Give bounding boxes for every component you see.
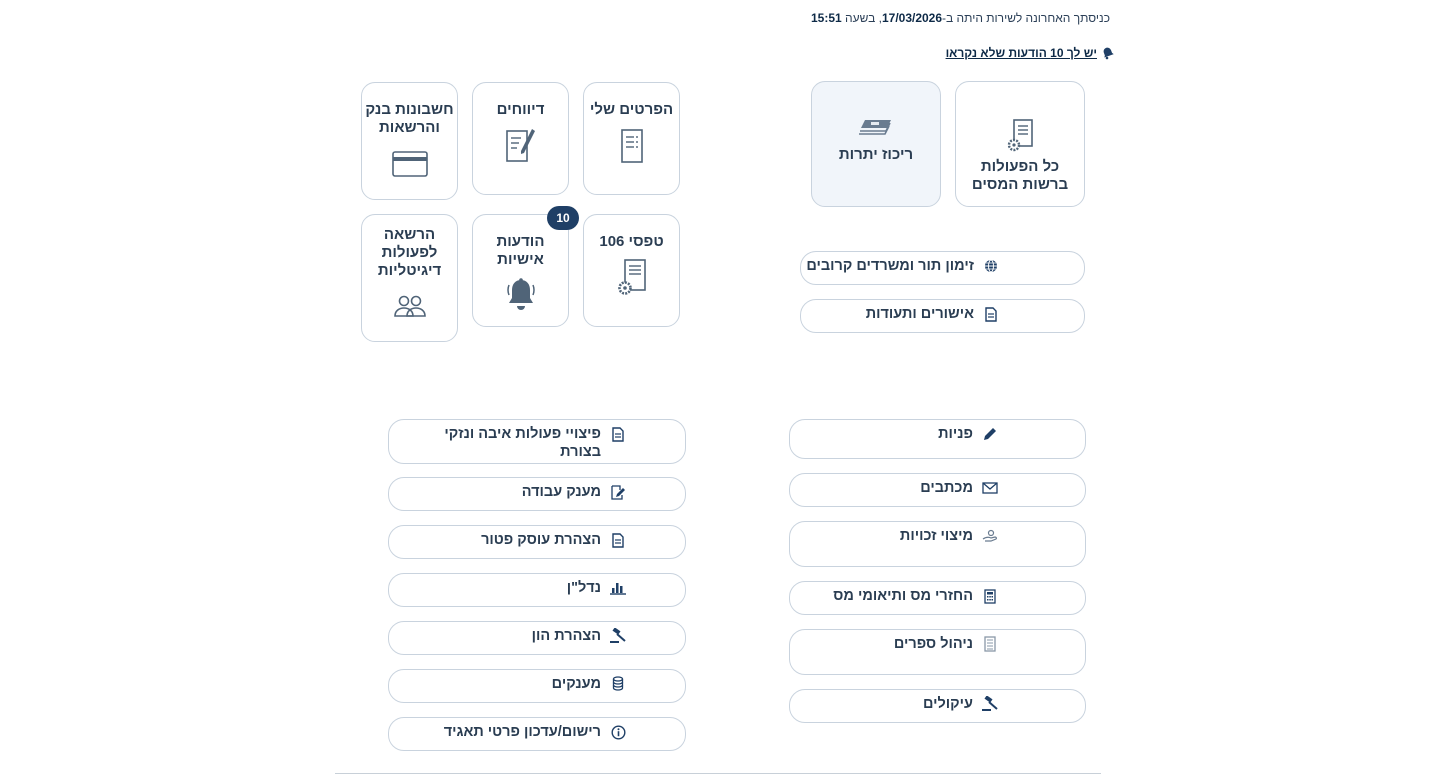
unread-notifications-label: יש לך 10 הודעות שלא נקראו — [945, 46, 1097, 60]
ledger-icon — [981, 635, 999, 653]
right-service-button[interactable] — [789, 629, 1086, 675]
money-stack-icon — [857, 112, 895, 140]
certificates-label: אישורים ותעודות — [865, 306, 974, 322]
tile-form-106[interactable] — [583, 214, 680, 327]
tile-all-actions-label: כל הפעולות ברשות המסים — [971, 158, 1069, 193]
last-login-prefix: כניסתך האחרונה לשירות היתה ב- — [942, 11, 1110, 25]
tile-reports-label: דיווחים — [496, 101, 545, 118]
tile-form-106-label: טפסי 106 — [599, 233, 664, 250]
users-icon — [392, 294, 428, 318]
document-gear-icon — [617, 259, 647, 295]
tile-personal-messages[interactable] — [472, 211, 570, 327]
bar-chart-icon — [609, 579, 627, 597]
document-icon — [982, 305, 1000, 323]
right-service-label: עיקולים — [922, 696, 973, 712]
gavel-icon — [609, 627, 627, 645]
tile-bank-accounts-label: חשבונות בנק והרשאות — [365, 101, 454, 136]
bell-icon — [1101, 46, 1115, 60]
left-service-button[interactable] — [388, 669, 686, 703]
id-document-icon — [621, 129, 643, 163]
edit-document-icon — [609, 483, 627, 501]
tile-my-details[interactable] — [583, 82, 680, 195]
tile-digital-authorization-label: הרשאה לפעולות דיגיטליות — [377, 226, 442, 279]
document-gear-icon — [1005, 118, 1035, 154]
left-service-button[interactable] — [388, 477, 686, 511]
last-login-info — [811, 11, 1110, 25]
appointments-label: זימון תור ומשרדים קרובים — [806, 258, 974, 274]
last-login-mid: , בשעה — [841, 11, 882, 25]
right-service-label: מיצוי זכויות — [899, 528, 973, 544]
document-icon — [609, 425, 627, 443]
right-service-button[interactable] — [789, 581, 1086, 615]
document-pen-icon — [506, 127, 536, 163]
globe-icon — [982, 257, 1000, 275]
tile-balance-summary-label: ריכוז יתרות — [838, 146, 914, 163]
tile-all-actions[interactable] — [955, 81, 1085, 207]
right-service-button[interactable] — [789, 419, 1086, 459]
unread-notifications-link[interactable] — [946, 46, 1115, 60]
info-icon — [609, 723, 627, 741]
right-service-button[interactable] — [789, 521, 1086, 567]
tile-my-details-label: הפרטים שלי — [589, 101, 674, 118]
left-service-button[interactable] — [388, 621, 686, 655]
left-service-label: פיצויי פעולות איבה ונזקי בצורת — [444, 426, 601, 460]
credit-card-icon — [392, 151, 428, 177]
right-service-label: החזרי מס ותיאומי מס — [833, 588, 973, 604]
left-service-label: הצהרת הון — [531, 628, 601, 644]
tile-personal-messages-label: הודעות אישיות — [496, 233, 545, 268]
left-service-label: רישום/עדכון פרטי תאגיד — [443, 724, 601, 740]
pencil-icon — [981, 425, 999, 443]
envelope-icon — [981, 479, 999, 497]
gavel-icon — [981, 695, 999, 713]
left-service-button[interactable] — [388, 573, 686, 607]
calculator-icon — [981, 587, 999, 605]
bottom-divider — [335, 773, 1101, 774]
tile-digital-authorization[interactable] — [361, 214, 458, 342]
tile-reports[interactable] — [472, 82, 569, 195]
right-service-label: ניהול ספרים — [893, 636, 973, 652]
right-service-button[interactable] — [789, 473, 1086, 507]
last-login-date: 17/03/2026 — [881, 11, 943, 25]
bell-icon — [505, 277, 537, 313]
left-service-button[interactable] — [388, 419, 686, 464]
unread-count-badge: 10 — [547, 206, 579, 230]
tile-balance-summary[interactable] — [811, 81, 941, 207]
right-service-button[interactable] — [789, 689, 1086, 723]
last-login-time: 15:51 — [810, 11, 842, 25]
left-service-button[interactable] — [388, 717, 686, 751]
left-service-label: נדל"ן — [566, 580, 601, 596]
left-service-button[interactable] — [388, 525, 686, 559]
right-service-label: מכתבים — [920, 480, 973, 496]
left-service-label: מענקים — [551, 676, 601, 692]
coins-icon — [609, 675, 627, 693]
left-service-label: מענק עבודה — [521, 484, 601, 500]
hand-coin-icon — [981, 527, 999, 545]
left-service-label: הצהרת עוסק פטור — [481, 532, 601, 548]
appointments-button[interactable] — [800, 251, 1085, 285]
certificates-button[interactable] — [800, 299, 1085, 333]
tile-bank-accounts[interactable] — [361, 82, 458, 200]
right-service-label: פניות — [938, 426, 973, 442]
document-icon — [609, 531, 627, 549]
